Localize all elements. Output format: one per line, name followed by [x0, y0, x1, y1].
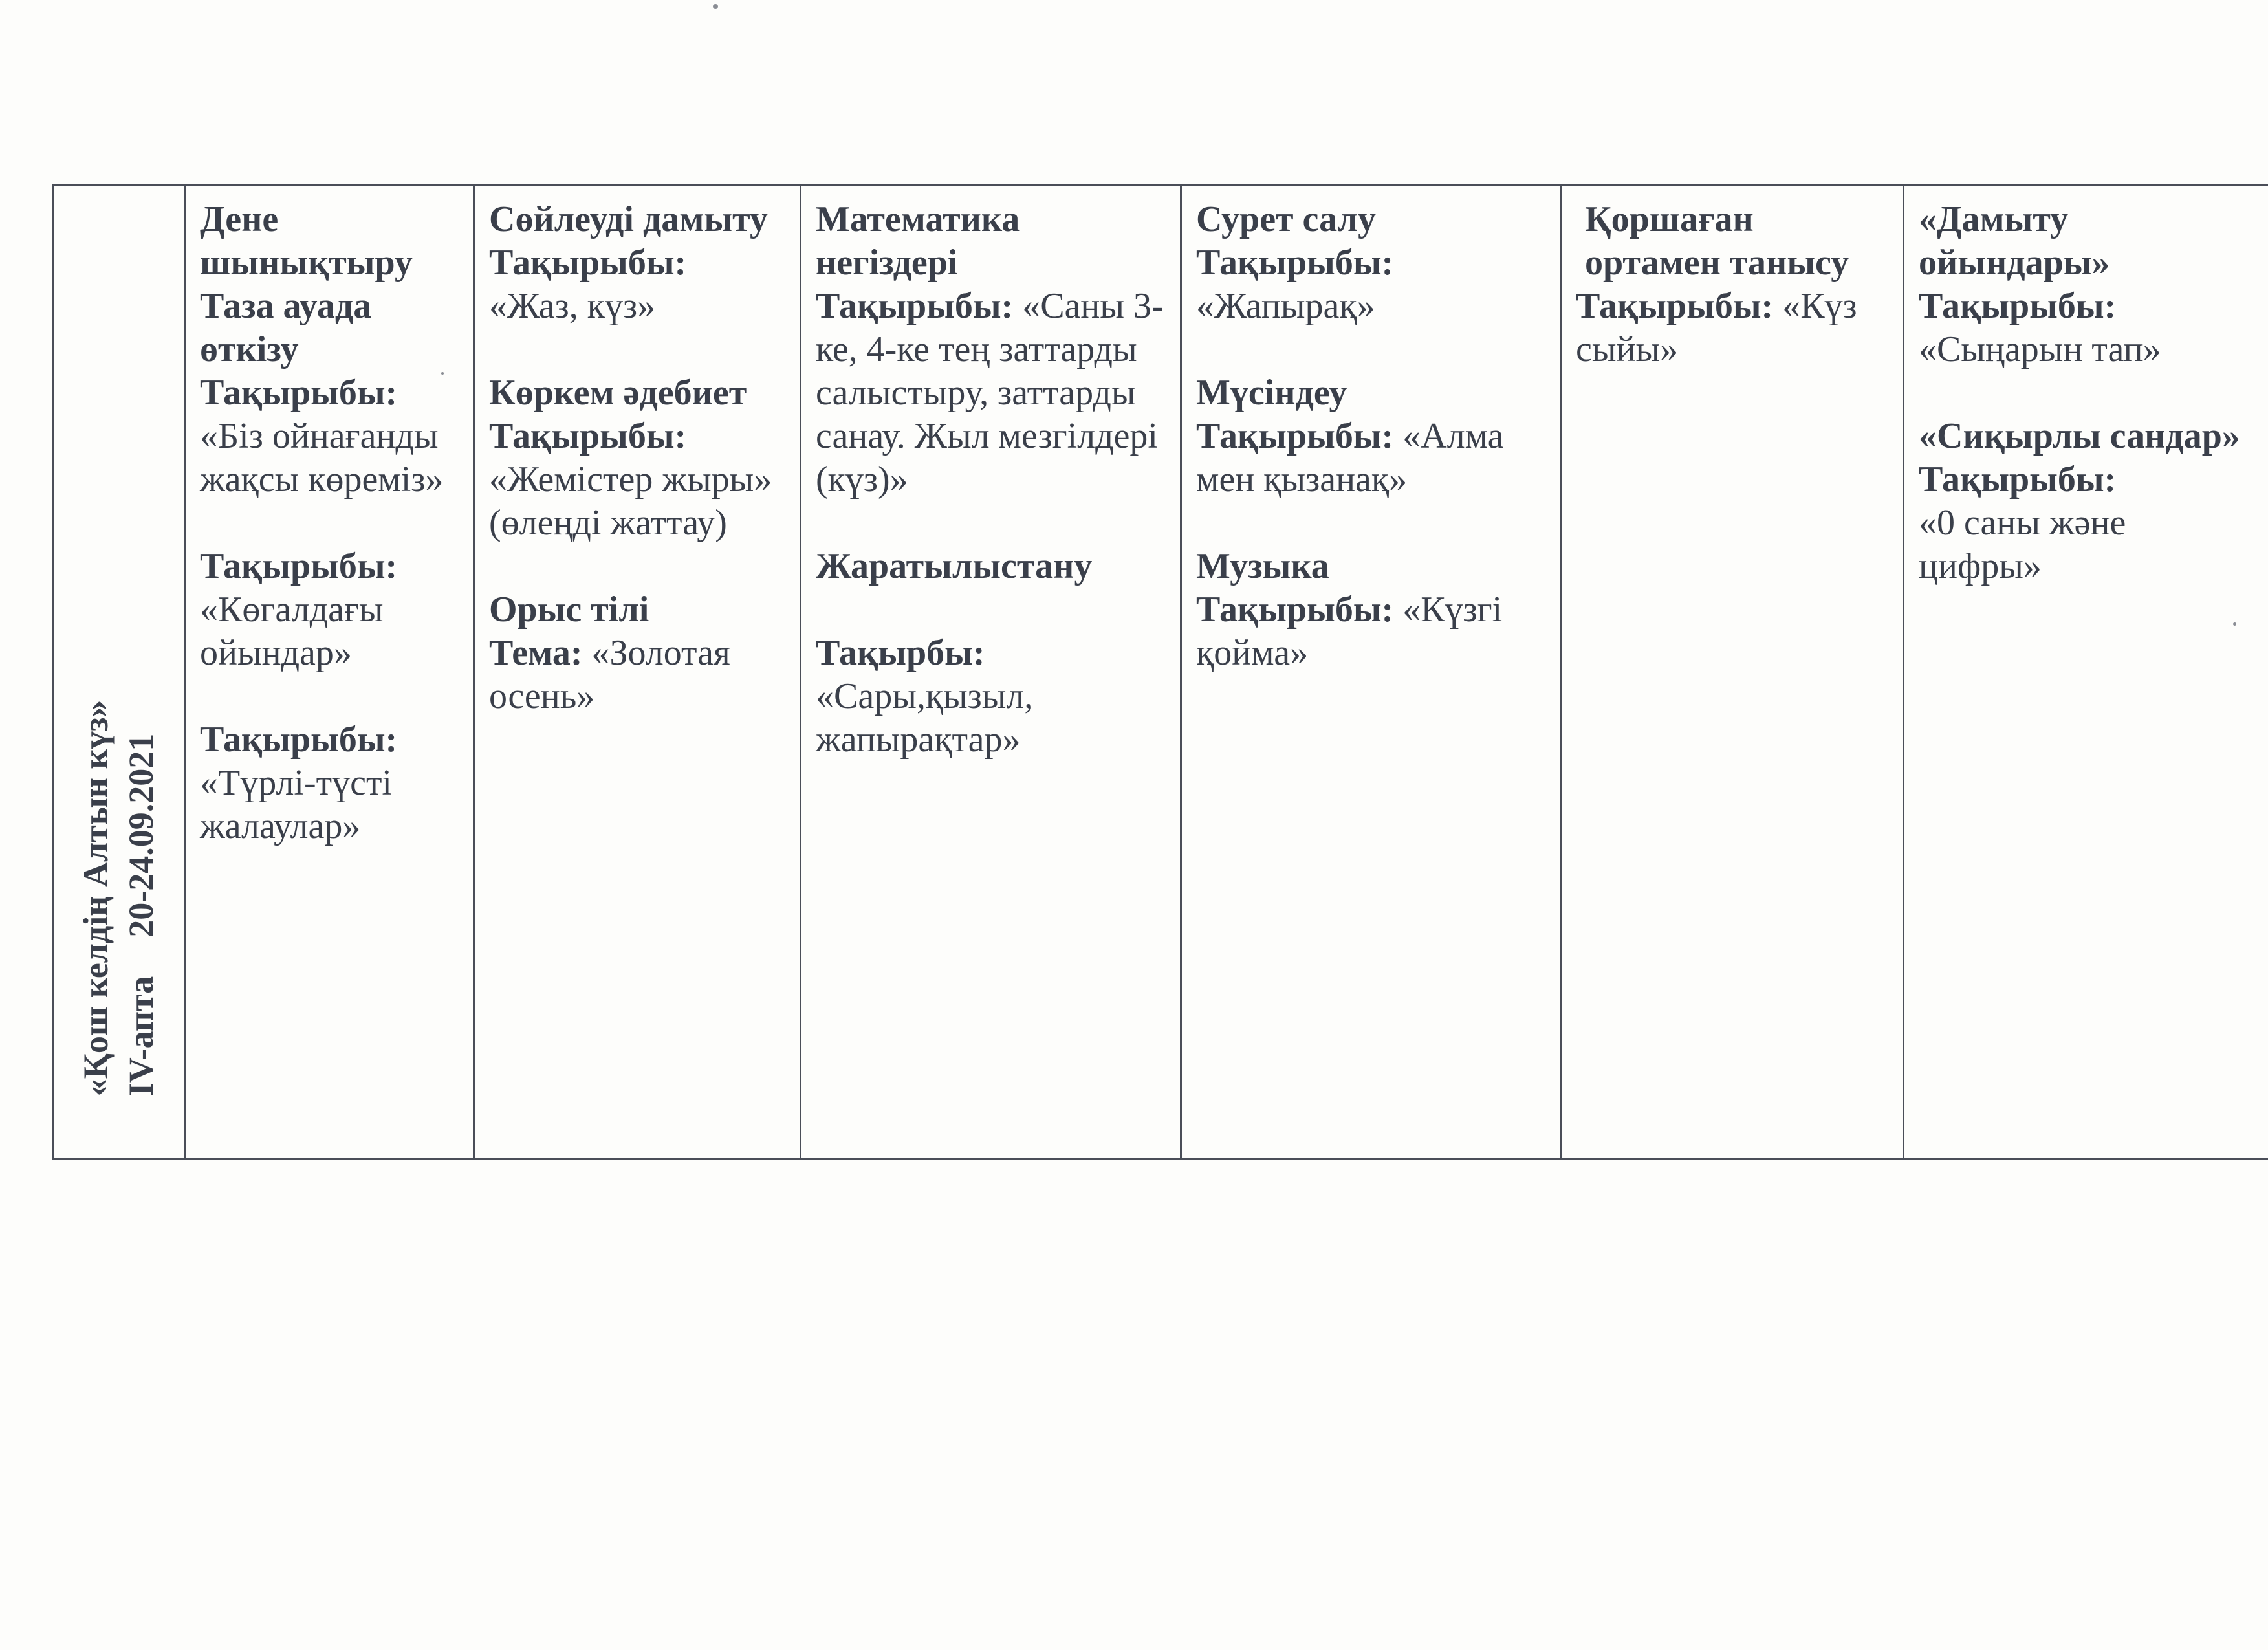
col-speech [474, 186, 801, 1160]
col-physical [185, 186, 474, 1160]
weekly-plan-table [52, 184, 2268, 1160]
subject-title: Мүсіндеу [1196, 373, 1347, 413]
week-theme: «Қош келдің Алтын күз» [76, 699, 115, 1097]
col-environment [1561, 186, 1904, 1160]
topic-text: «Алма мен қызанақ» [1196, 416, 1504, 500]
topic-text: «Золотая осень» [489, 633, 730, 716]
topic-text: «0 саны және цифры» [1919, 503, 2126, 586]
topic-label: Тақырыбы: [489, 416, 687, 456]
topic-text: «Жаз, күз» [489, 286, 656, 326]
week-dates: 20-24.09.2021 [122, 733, 160, 938]
topic-label: Тақырыбы: [1576, 286, 1774, 326]
topic-label: Тақырыбы: [1196, 243, 1394, 283]
subject-title: Дене шынықтыру Таза ауада өткізу [200, 199, 413, 369]
subject-title: Көркем әдебиет [489, 373, 747, 413]
topic-label: Тақырыбы: [816, 286, 1014, 326]
topic-text: «Күзгі қойма» [1196, 589, 1503, 673]
week-number: IV-апта [122, 976, 160, 1097]
topic-text: «Саны 3-ке, 4-ке тең заттарды салыстыру, заттарды санау. Жыл мезгілдері (күз)» [816, 286, 1164, 500]
subject-title: «Сиқырлы сандар» [1919, 416, 2240, 456]
col-games [1904, 186, 2268, 1160]
topic-label: Тақырыбы: [1196, 416, 1394, 456]
subject-title: Жаратылыстану [816, 546, 1093, 586]
topic-text: «Сыңарын тап» [1919, 329, 2161, 369]
topic-text: «Күз сыйы» [1576, 286, 1857, 369]
subject-title: Сөйлеуді дамыту [489, 199, 768, 239]
topic-label: Тақырыбы: [1919, 459, 2117, 500]
topic-label: Тақырыбы: [200, 546, 398, 586]
subject-title: Орыс тілі [489, 589, 649, 630]
topic-text: «Көгалдағы ойындар» [200, 589, 384, 673]
subject-title: Сурет салу [1196, 199, 1377, 239]
subject-title: Математика негіздері [816, 199, 1020, 283]
topic-text: «Жапырақ» [1196, 286, 1375, 326]
topic-text: «Түрлі-түсті жалаулар» [200, 763, 392, 846]
topic-label: Тема: [489, 633, 583, 673]
subject-title: Музыка [1196, 546, 1329, 586]
topic-label: Тақырыбы: [200, 720, 398, 760]
table-row [53, 186, 2268, 1160]
topic-label: Тақырыбы: [1196, 589, 1394, 630]
col-math [801, 186, 1181, 1160]
subject-title: «Дамыту ойындары» [1919, 199, 2110, 283]
topic-label: Тақырыбы: [1919, 286, 2117, 326]
topic-text: «Біз ойнағанды жақсы көреміз» [200, 416, 444, 500]
topic-text: «Сары,қызыл, жапырақтар» [816, 676, 1034, 760]
week-cell [53, 186, 185, 1160]
scan-speck [713, 4, 718, 9]
week-label [73, 700, 164, 1097]
topic-text: «Жемістер жыры» (өлеңді жаттау) [489, 459, 772, 543]
col-art [1181, 186, 1561, 1160]
subject-title: Қоршаған ортамен танысу [1585, 199, 1849, 283]
topic-label: Тақырбы: [816, 633, 985, 673]
topic-label: Тақырыбы: [200, 373, 398, 413]
topic-label: Тақырыбы: [489, 243, 687, 283]
